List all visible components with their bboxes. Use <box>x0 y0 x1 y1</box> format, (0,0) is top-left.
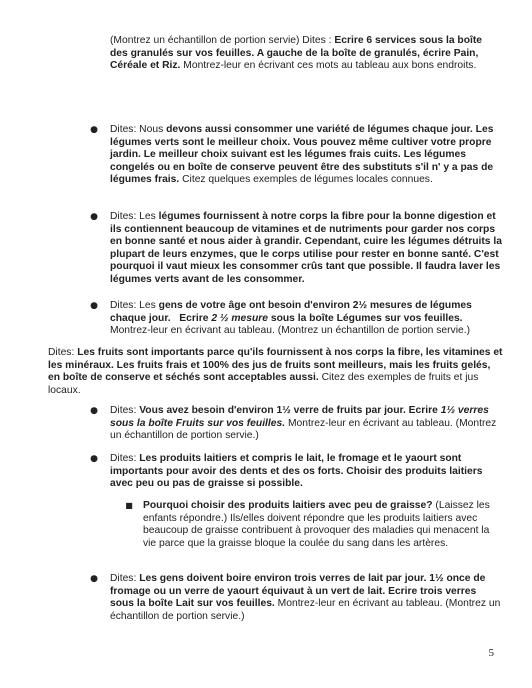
bullet-text: Montrez-leur en écrivant au tableau. (Montrez un échantillon de portion servie.) <box>110 598 501 622</box>
bullet-item-vegetables-fiber <box>90 211 502 287</box>
bullet-text: Dites: <box>110 405 140 416</box>
paragraph-text: Dites: <box>48 347 78 358</box>
bullet-bold-text: Les gens doivent boire environ trois verres de lait par jour. 1½ once de fromage ou un verre de yaourt équivaut à un vert de lait. Ecrire trois verres sous la boîte Lait sur vos feuilles. <box>110 573 486 610</box>
paragraph-text: (Montrez un échantillon de portion servie) Dites : <box>110 35 335 46</box>
bullet-icon: ● <box>90 406 98 416</box>
bullet-item-dairy <box>90 453 502 491</box>
bullet-bold-text: devons aussi consommer une variété de légumes chaque jour. Les légumes verts sont le meilleur choix. Vous pouvez même cultiver votre propre jardin. Le meilleur choix suivant est les légumes frais cuits. Les légumes congelés ou en boîte de conserve peuvent être des substituts s'il n' y a pas de légumes frais. <box>110 124 494 186</box>
paragraph-grains-instruction <box>110 35 502 73</box>
bullet-item-vegetables-amount <box>90 300 502 338</box>
bullet-text: Dites: <box>110 453 140 464</box>
bullet-text: Dites: Nous <box>110 124 167 135</box>
bullet-bold-text: gens de votre âge ont besoin d'environ 2½ mesures de légumes chaque jour. <box>110 300 472 324</box>
bullet-bold-italic-text: 2 ½ mesure <box>211 312 268 324</box>
bullet-text: Dites: Les <box>110 211 159 222</box>
bullet-icon: ● <box>90 125 98 135</box>
bullet-item-vegetables-variety <box>90 124 502 187</box>
bullet-text: Montrez-leur en écrivant au tableau. (Montrez un échantillon de portion servie.) <box>110 325 471 337</box>
bullet-bold-text: Les produits laitiers et compris le lait, le fromage et le yaourt sont importants pour avoir des dents et des os forts. Choisir des produits laitiers avec peu ou pas de graisse si possible. <box>110 453 483 490</box>
bullet-bold-text: Vous avez besoin d'environ 1½ verre de fruits par jour. Ecrire <box>139 405 441 416</box>
bullet-item-fruits-amount <box>90 405 502 443</box>
bullet-bold-text: légumes fournissent à notre corps la fibre pour la bonne digestion et ils contiennent beaucoup de vitamines et de nutriments pour garder nos corps en bonne santé et nous aider à grandir. Cependant, cuire les légumes détruits la plupart de leurs enzymes, que le corps utilise pour rester en bonne santé. C'est pourquoi il vaut mieux les consommer crûs tant que possible. Il faudra laver les légumes verts avant de les consommer. <box>110 211 502 285</box>
bullet-icon: ● <box>90 301 98 311</box>
bullet-item-milk-amount <box>90 573 502 623</box>
bullet-bold-text: Ecrire <box>179 312 212 324</box>
paragraph-text: Montrez-leur en écrivant ces mots au tableau aux bons endroits. <box>180 60 477 72</box>
bullet-icon: ● <box>90 454 98 464</box>
paragraph-text: Citez des exemples de fruits et jus locaux. <box>48 372 479 396</box>
square-bullet-icon: ■ <box>125 501 133 510</box>
paragraph-fruits <box>48 347 504 397</box>
bullet-icon: ● <box>90 212 98 222</box>
sub-bullet-bold-text: Pourquoi choisir des produits laitiers avec peu de graisse? <box>143 500 433 511</box>
bullet-text: Citez quelques exemples de légumes locales connues. <box>179 174 433 186</box>
sub-bullet-text: (Laissez les enfants répondre.) Ils/elles doivent répondre que les produits laitiers avec beaucoup de graisse contribuent à provoquer des maladies qui menacent la vie parce que la graisse bloque la coulée du sang dans les artères. <box>143 500 490 549</box>
bullet-text: Dites: <box>110 573 140 584</box>
sub-bullet-item-low-fat <box>125 500 503 550</box>
bullet-text: Dites: Les <box>110 300 159 311</box>
page-number: 5 <box>488 647 494 659</box>
bullet-bold-italic-text: 1½ verres sous la boîte Fruits sur vos feuilles. <box>110 405 489 429</box>
bullet-icon: ● <box>90 574 98 584</box>
paragraph-bold-text: Ecrire 6 services sous la boîte des granulés sur vos feuilles. A gauche de la boîte de granulés, écrire Pain, Céréale et Riz. <box>110 35 483 72</box>
bullet-spacer <box>171 313 180 324</box>
paragraph-bold-text: Les fruits sont importants parce qu'ils fournissent à nos corps la fibre, les vitamines et les minéraux. Les fruits frais et 100% des jus de fruits sont meilleurs, mais les fruits gelés, en boîte de conserve et séchés sont acceptables aussi. <box>48 347 503 384</box>
bullet-text: Montrez-leur en écrivant au tableau. (Montrez un échantillon de portion servie.) <box>110 417 497 442</box>
bullet-bold-text: sous la boîte Légumes sur vos feuilles. <box>267 312 463 324</box>
